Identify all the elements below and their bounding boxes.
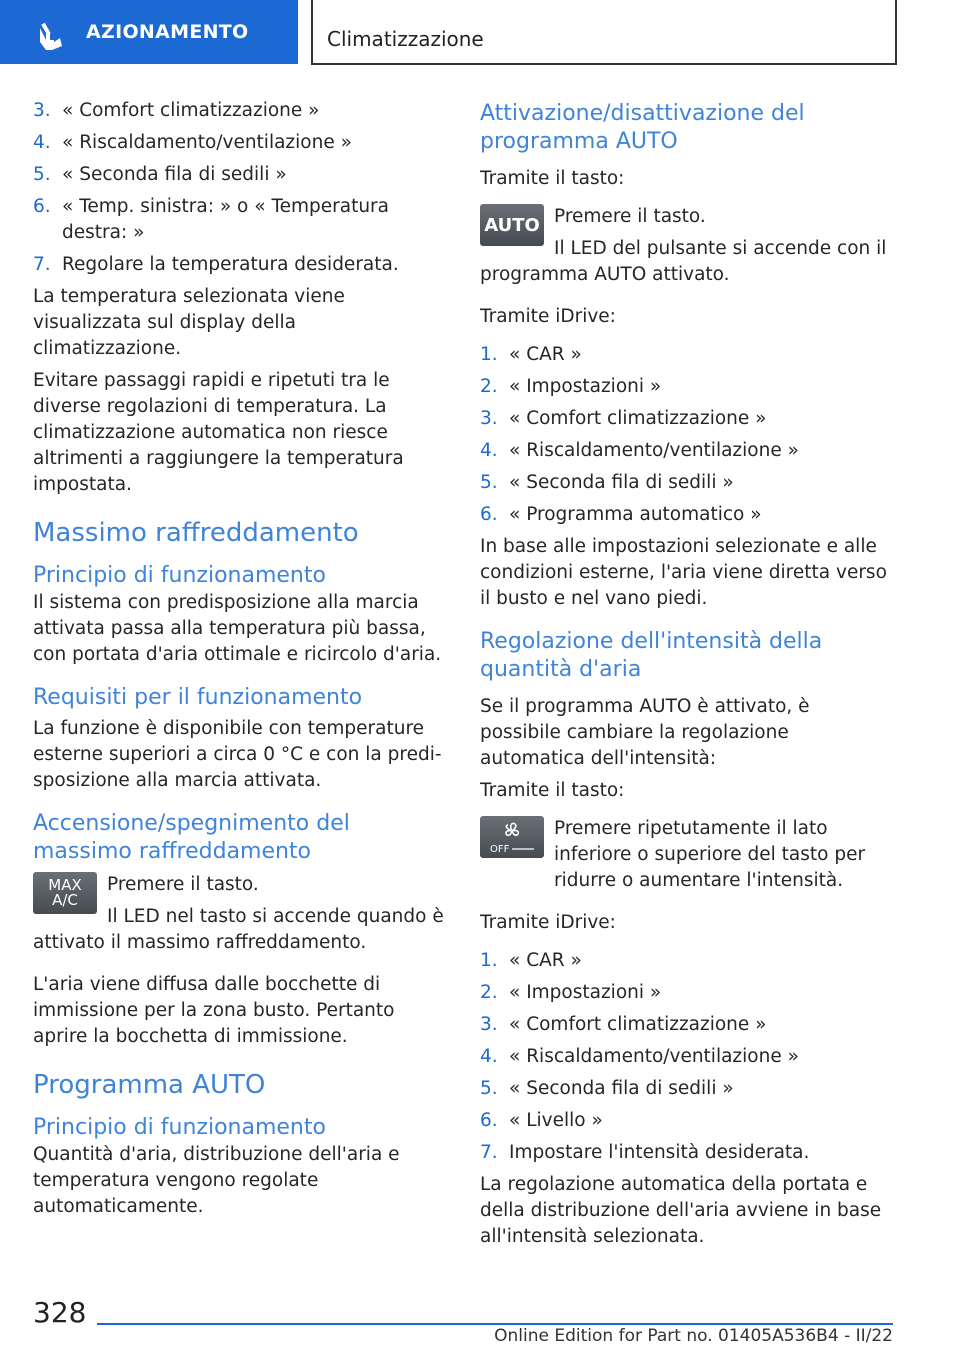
step-number: 2. [480, 376, 498, 397]
paragraph: Premere il tasto. [554, 206, 706, 227]
auto-label: AUTO [484, 214, 540, 236]
list-item [33, 194, 447, 246]
list-item [480, 1076, 894, 1102]
step-number: 5. [480, 1078, 498, 1099]
button-description [480, 202, 894, 288]
steps-list [480, 342, 894, 528]
list-item [33, 162, 447, 188]
heading-programma-auto: Programma AUTO [33, 1070, 266, 1100]
step-number: 6. [480, 1110, 498, 1131]
paragraph: Il LED nel tasto si accende quando è attivato il massimo raffreddamento. [33, 906, 444, 953]
fan-off-button-icon [480, 816, 544, 858]
step-text: « CAR » [509, 344, 582, 365]
list-item [480, 374, 894, 400]
list-item [33, 130, 447, 156]
list-item [480, 1140, 894, 1166]
step-text: « Impostazioni » [509, 376, 662, 397]
list-item [480, 1044, 894, 1070]
paragraph: Tramite il tasto: [480, 780, 625, 801]
step-text: « Temp. sinistra: » o « Temperatura destra: » [62, 196, 390, 243]
left-column [33, 98, 447, 1226]
paragraph: Il sistema con predisposizione alla marcia attivata passa alla temperatura più bassa, con portata d'aria ottimale e ricircolo d'aria. [33, 592, 442, 665]
paragraph: Premere ripetutamente il lato inferiore o superiore del tasto per ridurre o aumentare l'intensità. [554, 818, 866, 891]
page-number: 328 [33, 1296, 87, 1329]
steps-list [480, 948, 894, 1166]
step-text: « Seconda fila di sedili » [62, 164, 287, 185]
paragraph: La temperatura selezionata viene visualizzata sul display della climatizzazione. [33, 286, 345, 359]
section-title: AZIONAMENTO [86, 21, 249, 43]
paragraph: In base alle impostazioni selezionate e alle condizioni esterne, l'aria viene diretta verso il busto e nel vano piedi. [480, 536, 887, 609]
list-item [480, 470, 894, 496]
paragraph: L'aria viene diffusa dalle bocchette di immissione per la zona busto. Pertanto aprire la bocchetta di immissione. [33, 974, 395, 1047]
chapter-box [311, 0, 897, 65]
list-item [480, 948, 894, 974]
fan-off-label: OFF [490, 844, 510, 855]
list-item [480, 502, 894, 528]
step-number: 6. [480, 504, 498, 525]
step-text: « CAR » [509, 950, 582, 971]
step-number: 4. [33, 132, 51, 153]
heading-attivazione: Attivazione/disattivazione del programma AUTO [480, 101, 805, 154]
step-number: 5. [480, 472, 498, 493]
list-item [480, 438, 894, 464]
step-number: 3. [480, 1014, 498, 1035]
list-item [480, 406, 894, 432]
fan-icon [482, 817, 542, 857]
paragraph: Il LED del pulsante si accende con il programma AUTO attivato. [480, 238, 887, 285]
list-item [480, 980, 894, 1006]
step-text: « Comfort climatizzazione » [509, 1014, 767, 1035]
list-item [480, 342, 894, 368]
heading-max-raffreddamento: Massimo raffreddamento [33, 518, 359, 548]
paragraph: Premere il tasto. [107, 874, 259, 895]
step-number: 7. [33, 254, 51, 275]
step-text: « Comfort climatizzazione » [62, 100, 320, 121]
step-number: 7. [480, 1142, 498, 1163]
paragraph: Se il programma AUTO è attivato, è possibile cambiare la regolazione automatica dell'intensità: [480, 696, 810, 769]
paragraph: Evitare passaggi rapidi e ripetuti tra le diverse regolazioni di temperatura. La climatizzazione automatica non riesce altrimenti a raggiungere la temperatura impostata. [33, 370, 404, 495]
step-number: 3. [480, 408, 498, 429]
heading-principio: Principio di funzionamento [33, 1115, 326, 1140]
paragraph: Tramite iDrive: [480, 306, 616, 327]
step-number: 3. [33, 100, 51, 121]
step-number: 5. [33, 164, 51, 185]
button-description [33, 870, 447, 956]
button-description [480, 814, 894, 894]
heading-regolazione: Regolazione dell'intensità della quantità d'aria [480, 629, 823, 682]
paragraph: La funzione è disponibile con temperature esterne superiori a circa 0 °C e con la predisposizione alla marcia attivata. [33, 718, 442, 791]
paragraph: Quantità d'aria, distribuzione dell'aria e temperatura vengono regolate automaticamente. [33, 1144, 400, 1217]
step-text: « Impostazioni » [509, 982, 662, 1003]
step-number: 1. [480, 950, 498, 971]
steps-list-top [33, 98, 447, 278]
hand-pointer-icon [34, 20, 66, 52]
chapter-title: Climatizzazione [327, 27, 484, 51]
step-number: 4. [480, 1046, 498, 1067]
step-text: Impostare l'intensità desiderata. [509, 1142, 810, 1163]
list-item [33, 98, 447, 124]
right-column [480, 98, 894, 1256]
step-text: « Programma automatico » [509, 504, 762, 525]
paragraph: Tramite iDrive: [480, 912, 616, 933]
step-text: « Riscaldamento/ventilazione » [509, 1046, 799, 1067]
step-text: « Seconda fila di sedili » [509, 1078, 734, 1099]
paragraph: La regolazione automatica della portata e della distribuzione dell'aria avviene in base all'intensità selezionata. [480, 1174, 882, 1247]
heading-accensione: Accensione/spegnimento del massimo raffreddamento [33, 811, 350, 864]
section-tab [0, 0, 298, 64]
paragraph: Tramite il tasto: [480, 168, 625, 189]
auto-button-icon [480, 204, 544, 246]
list-item [33, 252, 447, 278]
footer-divider [97, 1323, 893, 1325]
heading-requisiti: Requisiti per il funzionamento [33, 685, 363, 710]
max-ac-button-icon [33, 872, 97, 914]
step-text: « Riscaldamento/ventilazione » [62, 132, 352, 153]
step-text: « Riscaldamento/ventilazione » [509, 440, 799, 461]
step-number: 6. [33, 196, 51, 217]
step-text: Regolare la temperatura desiderata. [62, 254, 399, 275]
heading-principio: Principio di funzionamento [33, 563, 326, 588]
list-item [480, 1012, 894, 1038]
step-text: « Comfort climatizzazione » [509, 408, 767, 429]
step-number: 1. [480, 344, 498, 365]
step-text: « Livello » [509, 1110, 603, 1131]
step-number: 4. [480, 440, 498, 461]
step-number: 2. [480, 982, 498, 1003]
step-text: « Seconda fila di sedili » [509, 472, 734, 493]
footer-edition: Online Edition for Part no. 01405A536B4 - II/22 [494, 1326, 893, 1346]
list-item [480, 1108, 894, 1134]
max-ac-label: MAX A/C [48, 876, 82, 909]
